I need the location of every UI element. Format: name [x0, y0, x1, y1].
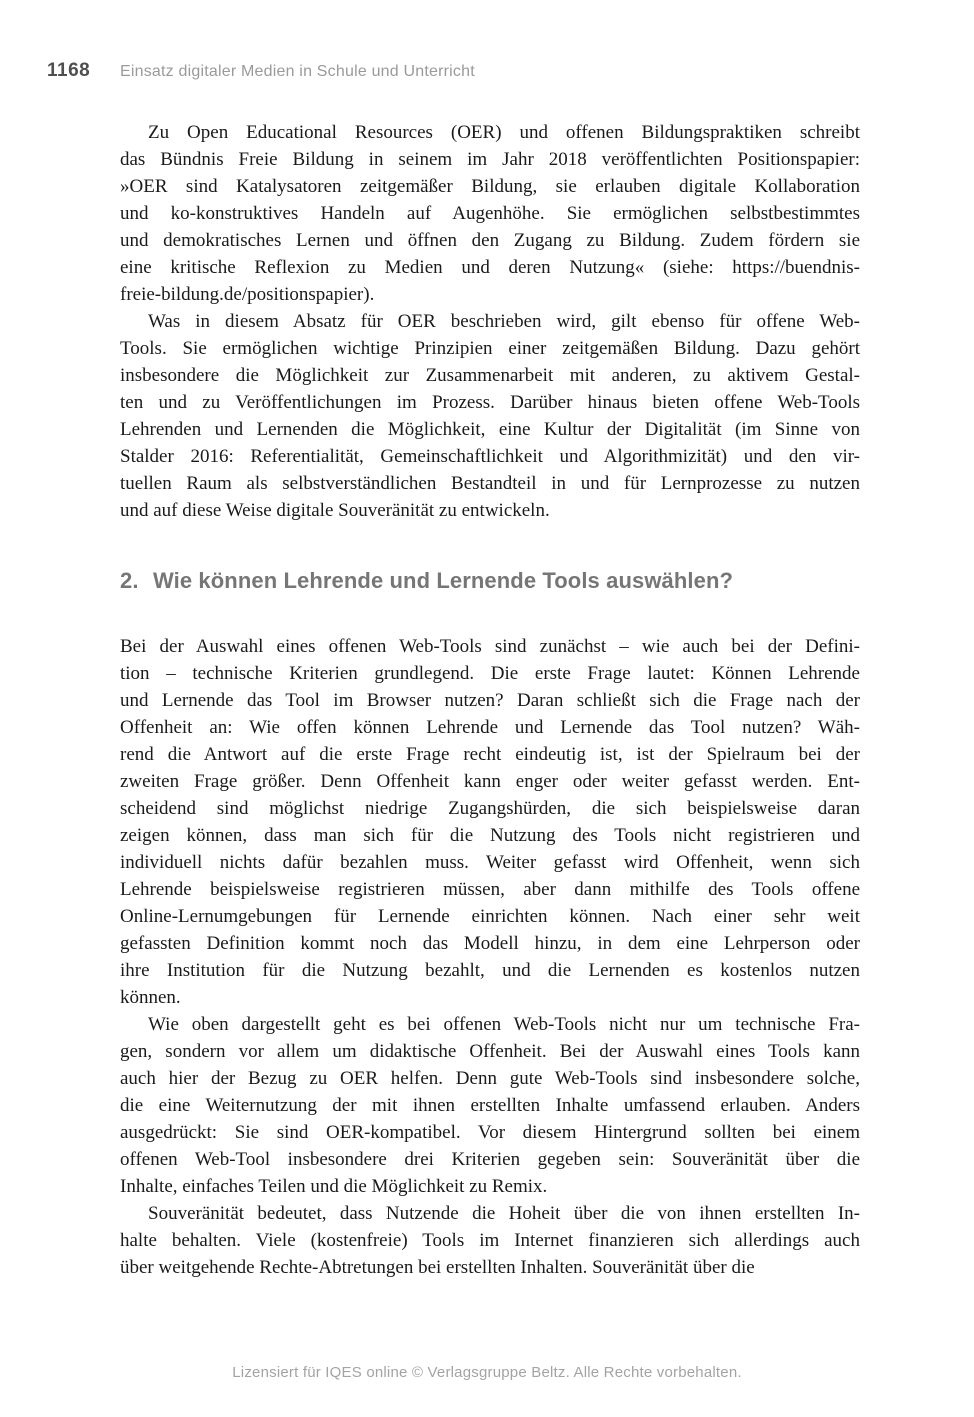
text-line: freie-bildung.de/positionspapier). [120, 284, 375, 305]
text-line: Inhalte, einfaches Teilen und die Möglichkeit zu Remix. [120, 1176, 548, 1197]
text-line: Wie oben dargestellt geht es bei offenen Web-Tools nicht nur um technische Fra- [148, 1014, 860, 1035]
paragraph-auswahl-kriterien [120, 633, 860, 1011]
running-title: Einsatz digitaler Medien in Schule und Unterricht [120, 63, 475, 80]
text-line: offenen Web-Tool insbesondere drei Kriterien gegeben sein: Souveränität über die [120, 1149, 860, 1170]
text-line: ausgedrückt: Sie sind OER-kompatibel. Vor diesem Hintergrund sollten bei einem [120, 1122, 860, 1143]
text-line: zweiten Frage größer. Denn Offenheit kann enger oder weiter gefasst werden. Ent- [120, 771, 860, 792]
text-line: das Bündnis Freie Bildung in seinem im Jahr 2018 veröffentlichten Positionspapier: [120, 149, 860, 170]
paragraph-souveraenitaet [120, 1200, 860, 1281]
text-line: gen, sondern vor allem um didaktische Offenheit. Bei der Auswahl eines Tools kann [120, 1041, 860, 1062]
text-line: Lehrenden und Lernenden die Möglichkeit, eine Kultur der Digitalität (im Sinne von [120, 419, 860, 440]
text-line: Bei der Auswahl eines offenen Web-Tools sind zunächst – wie auch bei der Defini- [120, 636, 860, 657]
paragraph-didaktische-offenheit [120, 1011, 860, 1200]
text-line: und ko-konstruktives Handeln auf Augenhöhe. Sie ermöglichen selbstbestimmtes [120, 203, 860, 224]
text-line: Online-Lernumgebungen für Lernende einrichten können. Nach einer sehr weit [120, 906, 860, 927]
text-line: und Lernende das Tool im Browser nutzen? Daran schließt sich die Frage nach der [120, 690, 860, 711]
text-line: gefassten Definition kommt noch das Modell hinzu, in dem eine Lehrperson oder [120, 933, 860, 954]
text-line: Lehrende beispielsweise registrieren müssen, aber dann mithilfe des Tools offene [120, 879, 860, 900]
text-line: tuellen Raum als selbstverständlichen Bestandteil in und für Lernprozesse zu nutzen [120, 473, 860, 494]
text-line: und auf diese Weise digitale Souveränität zu entwickeln. [120, 500, 550, 521]
text-line: scheidend sind möglichst niedrige Zugangshürden, die sich beispielsweise daran [120, 798, 860, 819]
page-number: 1168 [47, 60, 91, 81]
text-line: individuell nichts dafür bezahlen muss. Weiter gefasst wird Offenheit, wenn sich [120, 852, 860, 873]
section-title: Wie können Lehrende und Lernende Tools auswählen? [153, 568, 734, 593]
text-line: Was in diesem Absatz für OER beschrieben wird, gilt ebenso für offene Web- [148, 311, 860, 332]
section-heading [120, 566, 860, 596]
text-line: können. [120, 987, 181, 1008]
text-column [120, 119, 860, 1281]
text-line: ten und zu Veröffentlichungen im Prozess. Darüber hinaus bieten offene Web-Tools [120, 392, 860, 413]
text-line: Souveränität bedeutet, dass Nutzende die Hoheit über die von ihnen erstellten In- [148, 1203, 860, 1224]
text-line: eine kritische Reflexion zu Medien und deren Nutzung« (siehe: https://buendnis- [120, 257, 860, 278]
paragraph-oer-positionspapier [120, 119, 860, 308]
page-footer [0, 1364, 974, 1381]
text-line: auch hier der Bezug zu OER helfen. Denn gute Web-Tools sind insbesondere solche, [120, 1068, 860, 1089]
text-line: rend die Antwort auf die erste Frage recht eindeutig ist, ist der Spielraum bei der [120, 744, 860, 765]
text-line: tion – technische Kriterien grundlegend. Die erste Frage lautet: Können Lehrende [120, 663, 860, 684]
text-line: Stalder 2016: Referentialität, Gemeinschaftlichkeit und Algorithmizität) und den vir- [120, 446, 860, 467]
text-line: »OER sind Katalysatoren zeitgemäßer Bildung, sie erlauben digitale Kollaboration [120, 176, 860, 197]
text-line: Tools. Sie ermöglichen wichtige Prinzipien einer zeitgemäßen Bildung. Dazu gehört [120, 338, 860, 359]
text-line: insbesondere die Möglichkeit zur Zusammenarbeit mit anderen, zu aktivem Gestal- [120, 365, 860, 386]
section-number: 2. [120, 568, 139, 593]
text-line: Offenheit an: Wie offen können Lehrende und Lernende das Tool nutzen? Wäh- [120, 717, 860, 738]
text-line: über weitgehende Rechte-Abtretungen bei erstellten Inhalten. Souveränität über die [120, 1257, 755, 1278]
text-line: und demokratisches Lernen und öffnen den Zugang zu Bildung. Zudem fördern sie [120, 230, 860, 251]
paragraph-offene-web-tools [120, 308, 860, 524]
text-line: halte behalten. Viele (kostenfreie) Tools im Internet finanzieren sich allerdings auch [120, 1230, 860, 1251]
license-text: Lizensiert für IQES online © Verlagsgruppe Beltz. Alle Rechte vorbehalten. [232, 1364, 742, 1381]
text-line: ihre Institution für die Nutzung bezahlt, und die Lernenden es kostenlos nutzen [120, 960, 860, 981]
text-line: zeigen können, dass man sich für die Nutzung des Tools nicht registrieren und [120, 825, 860, 846]
text-line: die eine Weiternutzung der mit ihnen erstellten Inhalte umfassend erlauben. Anders [120, 1095, 860, 1116]
text-line: Zu Open Educational Resources (OER) und offenen Bildungspraktiken schreibt [148, 122, 860, 143]
